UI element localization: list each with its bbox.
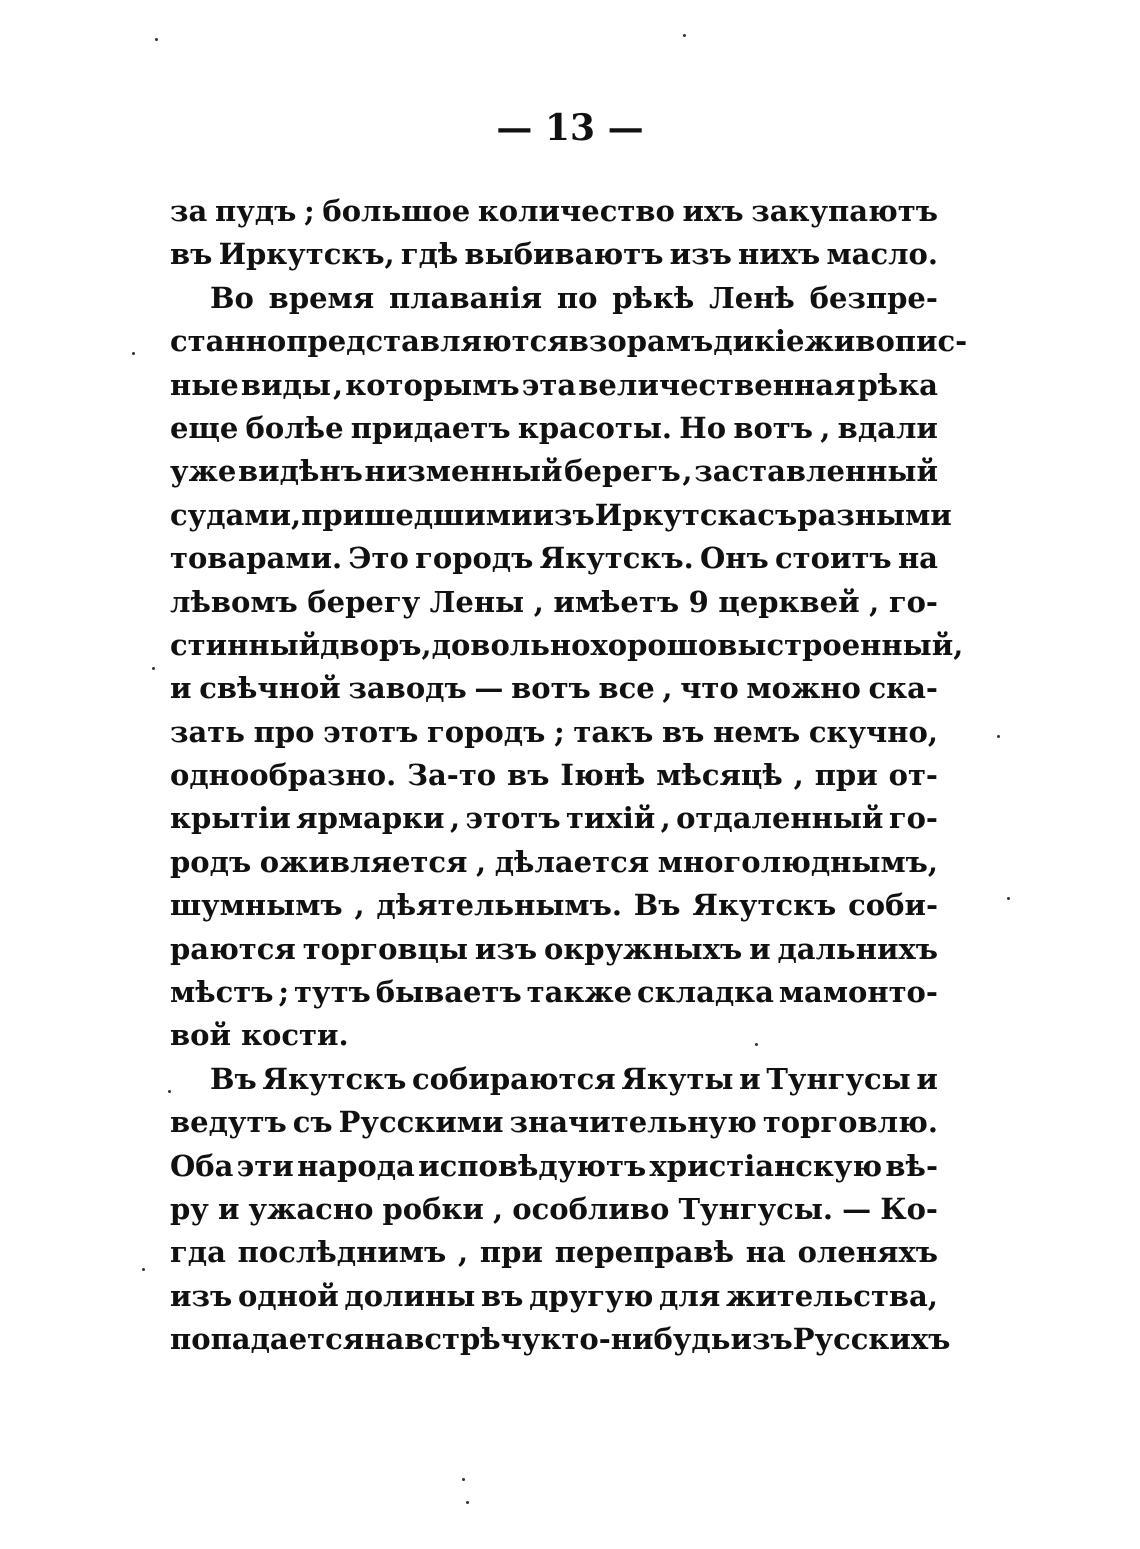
word: въ: [507, 758, 550, 793]
word: рѣка: [857, 367, 938, 402]
word: Оба: [170, 1148, 234, 1183]
page-number: — 13 —: [496, 107, 644, 149]
word: ,: [820, 410, 831, 445]
word: плаванія: [388, 280, 543, 315]
word: многолюднымъ,: [657, 844, 938, 879]
word: безпре-: [809, 280, 938, 315]
word: берегу: [307, 584, 421, 619]
text-line: [170, 190, 938, 233]
scan-speck: [683, 34, 686, 37]
scan-speck: [462, 1478, 465, 1481]
word: кто-нибудь: [540, 1322, 731, 1357]
word: ;: [554, 714, 565, 749]
word: пришедшими: [301, 497, 533, 532]
word: товарами.: [170, 541, 343, 576]
word: навстрѣчу: [364, 1322, 541, 1357]
word: Во: [210, 280, 254, 315]
word: количество: [477, 194, 675, 228]
word: все: [598, 671, 655, 706]
word: робки: [382, 1191, 484, 1226]
text-line: [170, 884, 938, 927]
word: дѣятельнымъ.: [376, 888, 622, 923]
word: отдаленный: [676, 801, 884, 836]
word: Иркутскъ,: [218, 237, 395, 272]
text-line: [170, 1188, 938, 1231]
word: стинный: [170, 627, 321, 662]
word: станно: [170, 324, 287, 359]
word: ,: [458, 1235, 469, 1270]
word: скучно,: [808, 714, 938, 749]
word: разными: [797, 497, 952, 532]
word: городъ: [427, 714, 546, 749]
word: тихій: [565, 801, 656, 836]
word: судами,: [170, 497, 302, 532]
word: ,: [793, 758, 804, 793]
word: ,: [493, 1191, 504, 1226]
word: представляются: [286, 324, 569, 359]
word: Тунгусы.: [678, 1191, 833, 1226]
word: Въ: [633, 888, 681, 923]
word: выстроенный,: [717, 627, 964, 662]
word: красоты.: [517, 410, 673, 445]
word: съ: [757, 497, 798, 532]
word: попадается: [170, 1322, 365, 1357]
word: городъ: [415, 541, 534, 576]
word: заводъ: [348, 671, 467, 706]
body-text: [170, 190, 968, 1362]
word: дворъ,: [320, 627, 432, 662]
word: —: [474, 671, 504, 706]
word: этотъ: [465, 801, 561, 836]
word: и: [749, 931, 771, 966]
word: собираются: [411, 1061, 616, 1096]
word: ужасно: [248, 1191, 374, 1226]
word: ,: [449, 801, 461, 836]
word: этотъ: [323, 714, 419, 749]
text-line: [170, 407, 938, 450]
word: видѣнъ: [238, 454, 363, 489]
paragraph-end-line: вой кости.: [170, 1018, 349, 1053]
text-line: [170, 711, 938, 754]
word: изъ: [170, 1278, 233, 1313]
word: Но: [679, 410, 727, 445]
word: ихъ: [682, 194, 744, 228]
word: го-: [888, 801, 938, 836]
scan-speck: [132, 352, 135, 355]
word: за: [170, 194, 208, 228]
word: Русскими: [338, 1105, 504, 1140]
word: и: [170, 671, 192, 706]
word: лѣвомъ: [170, 584, 298, 619]
word: значительную: [509, 1105, 757, 1140]
scan-speck: [1007, 897, 1010, 900]
word: такъ: [573, 714, 654, 749]
text-line: [170, 754, 938, 797]
word: окружныхъ: [544, 931, 743, 966]
word: болѣе: [245, 410, 344, 445]
word: оленяхъ: [797, 1235, 938, 1270]
word: одной: [237, 1278, 339, 1313]
word: низменный: [364, 454, 563, 489]
word: на: [745, 1235, 786, 1270]
word: Ко-: [880, 1191, 938, 1226]
paragraph-start-line: [170, 1058, 938, 1101]
word: родъ: [170, 844, 252, 879]
word: что: [680, 671, 739, 706]
word: на: [897, 541, 938, 576]
word: тутъ: [294, 975, 371, 1010]
word: раются: [170, 931, 296, 966]
word: зать: [170, 714, 245, 749]
word: гда: [170, 1235, 226, 1270]
word: ,: [682, 454, 693, 489]
word: пудъ: [214, 194, 297, 228]
word: мамонто-: [778, 975, 938, 1010]
word: масло.: [826, 237, 938, 272]
word: Ленѣ: [709, 280, 795, 315]
word: въ: [481, 1278, 524, 1313]
word: выбиваютъ: [464, 237, 664, 272]
word: оживляется: [259, 844, 468, 879]
word: Лены: [429, 584, 525, 619]
word: го-: [888, 584, 938, 619]
text-line: [170, 1145, 938, 1188]
word: гдѣ: [400, 237, 459, 272]
word: ярмарки: [296, 801, 445, 836]
word: от-: [888, 758, 938, 793]
word: про: [253, 714, 315, 749]
word: хорошо: [590, 627, 718, 662]
word: и: [916, 1061, 938, 1096]
word: довольно: [431, 627, 591, 662]
text-line: [170, 581, 938, 624]
word: ру: [170, 1191, 209, 1226]
word: изъ: [474, 931, 538, 966]
text-line: [170, 450, 938, 493]
text-line: [170, 233, 938, 276]
word: ,: [354, 888, 365, 923]
word: большое: [322, 194, 471, 228]
word: долины: [344, 1278, 476, 1313]
word: вѣ-: [885, 1148, 938, 1183]
word: дальнихъ: [777, 931, 938, 966]
word: стоитъ: [774, 541, 892, 576]
word: ,: [533, 584, 544, 619]
word: также: [526, 975, 633, 1010]
scan-speck: [466, 1501, 469, 1504]
word: можно: [746, 671, 861, 706]
word: особливо: [512, 1191, 670, 1226]
text-line: [170, 971, 938, 1014]
word: За-то: [407, 758, 497, 793]
word: Въ: [210, 1061, 257, 1096]
word: однообразно.: [170, 758, 397, 793]
text-line: [170, 1101, 938, 1144]
word: въ: [662, 714, 705, 749]
word: эти: [236, 1148, 294, 1183]
word: ,: [333, 367, 344, 402]
text-line: [170, 1318, 951, 1361]
word: Якуты: [621, 1061, 734, 1096]
word: свѣчной: [199, 671, 341, 706]
word: переправѣ: [554, 1235, 734, 1270]
word: другую: [529, 1278, 654, 1313]
text-line: [170, 364, 938, 407]
word: для: [659, 1278, 721, 1313]
word: Якутскъ: [692, 888, 837, 923]
word: рѣкѣ: [612, 280, 695, 315]
word: ,: [476, 844, 487, 879]
word: съ: [292, 1105, 333, 1140]
word: въ: [170, 237, 213, 272]
word: торговлю.: [762, 1105, 938, 1140]
word: Русскихъ: [792, 1322, 951, 1357]
scan-speck: [997, 735, 1000, 738]
word: заставленный: [694, 454, 938, 489]
word: жительства,: [725, 1278, 938, 1313]
text-line: [170, 1231, 938, 1274]
word: дикіе: [713, 324, 805, 359]
word: взорамъ: [568, 324, 714, 359]
word: Іюнѣ: [560, 758, 646, 793]
word: которымъ: [345, 367, 520, 402]
word: мѣсяцѣ: [656, 758, 783, 793]
word: величественная: [578, 367, 856, 402]
word: уже: [170, 454, 237, 489]
word: 9: [688, 584, 709, 619]
word: закупаютъ: [751, 194, 938, 228]
word: народа: [297, 1148, 415, 1183]
text-line: [170, 797, 938, 840]
word: еще: [170, 410, 239, 445]
word: ,: [660, 801, 671, 836]
word: живопис-: [804, 324, 968, 359]
word: послѣднимъ: [237, 1235, 447, 1270]
word: Иркутска: [594, 497, 758, 532]
word: изъ: [730, 1322, 793, 1357]
word: виды: [240, 367, 331, 402]
word: вотъ: [511, 671, 591, 706]
word: по: [556, 280, 598, 315]
word: Это: [348, 541, 409, 576]
word: Якутскъ: [262, 1061, 407, 1096]
word: христіанскую: [649, 1148, 883, 1183]
word: Онъ: [699, 541, 769, 576]
scan-speck: [155, 38, 158, 41]
word: дѣлается: [494, 844, 650, 879]
word: шумнымъ: [170, 888, 343, 923]
word: при: [814, 758, 878, 793]
word: изъ: [669, 237, 732, 272]
word: складка: [637, 975, 774, 1010]
word: изъ: [532, 497, 595, 532]
word: ;: [304, 194, 315, 228]
word: Якутскъ.: [539, 541, 694, 576]
text-line: [170, 494, 952, 537]
word: соби-: [848, 888, 938, 923]
word: ведутъ: [170, 1105, 287, 1140]
word: —: [842, 1191, 872, 1226]
word: нихъ: [738, 237, 821, 272]
scan-speck: [142, 1268, 145, 1271]
word: при: [479, 1235, 543, 1270]
text-line: [170, 841, 938, 884]
scan-speck: [755, 1043, 758, 1046]
text-line: [170, 1275, 938, 1318]
word: время: [268, 280, 375, 315]
word: мѣстъ: [170, 975, 274, 1010]
text-line: [170, 667, 938, 710]
word: ;: [278, 975, 290, 1010]
word: вдали: [837, 410, 938, 445]
word: и: [739, 1061, 761, 1096]
text-line: [170, 928, 938, 971]
word: придаетъ: [350, 410, 511, 445]
text-line: [170, 537, 938, 580]
word: эта: [521, 367, 577, 402]
text-line: [170, 320, 968, 363]
word: берегъ: [564, 454, 681, 489]
word: ,: [662, 671, 673, 706]
scan-speck: [152, 667, 155, 670]
word: немъ: [713, 714, 801, 749]
word: ,: [869, 584, 880, 619]
word: и: [217, 1191, 240, 1226]
word: крытіи: [170, 801, 291, 836]
word: имѣетъ: [553, 584, 680, 619]
word: торговцы: [302, 931, 469, 966]
word: ска-: [868, 671, 938, 706]
text-line: [170, 624, 964, 667]
scan-speck: [168, 1090, 171, 1093]
word: бываетъ: [375, 975, 522, 1010]
word: вотъ: [733, 410, 814, 445]
word: церквей: [718, 584, 860, 619]
word: исповѣдуютъ: [418, 1148, 647, 1183]
paragraph-start-line: [170, 277, 938, 320]
word: ные: [170, 367, 239, 402]
word: Тунгусы: [766, 1061, 911, 1096]
